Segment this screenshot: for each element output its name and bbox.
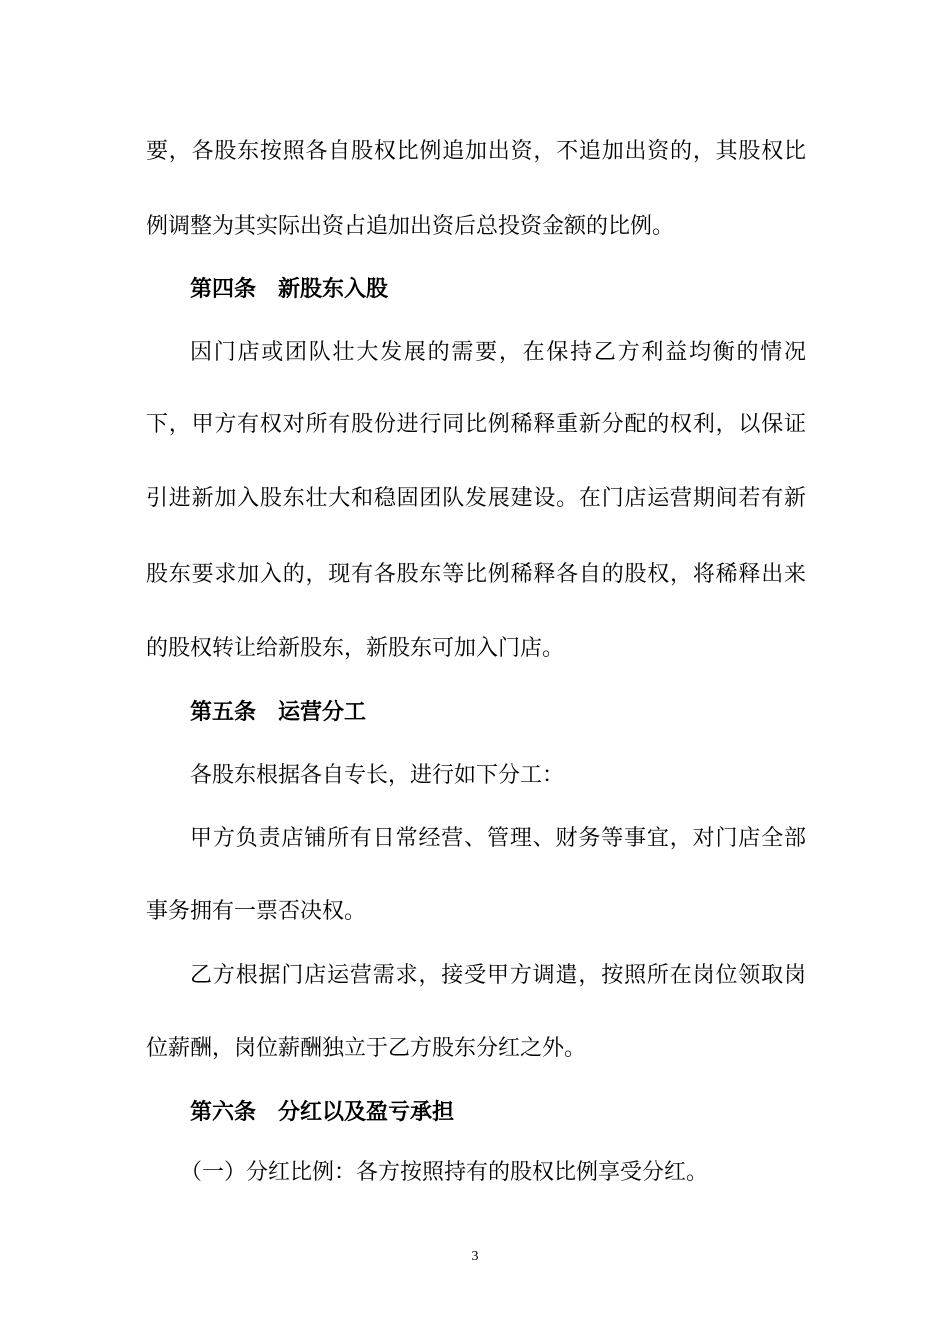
paragraph-line: 各股东根据各自专长，进行如下分工： bbox=[190, 763, 565, 788]
paragraph-line: 的股权转让给新股东，新股东可加入门店。 bbox=[146, 636, 565, 661]
article-heading bbox=[190, 274, 388, 304]
article-title: 新股东入股 bbox=[278, 276, 389, 302]
article-title: 分红以及盈亏承担 bbox=[278, 1099, 455, 1125]
paragraph-line: 股东要求加入的，现有各股东等比例稀释各自的股权，将稀释出来 bbox=[146, 562, 806, 587]
article-number: 第五条 bbox=[190, 699, 257, 725]
paragraph-line: 乙方根据门店运营需求，接受甲方调遣，按照所在岗位领取岗 bbox=[190, 963, 806, 988]
paragraph-line: 下，甲方有权对所有股份进行同比例稀释重新分配的权利，以保证 bbox=[146, 412, 806, 437]
paragraph-line: 位薪酬，岗位薪酬独立于乙方股东分红之外。 bbox=[146, 1036, 587, 1061]
paragraph-line: 要，各股东按照各自股权比例追加出资，不追加出资的，其股权比 bbox=[146, 139, 806, 164]
page-number: 3 bbox=[471, 1249, 479, 1264]
article-number: 第六条 bbox=[190, 1099, 257, 1125]
article-title: 运营分工 bbox=[278, 699, 367, 725]
paragraph-line: （一）分红比例：各方按照持有的股权比例享受分红。 bbox=[180, 1160, 709, 1185]
paragraph-line: 甲方负责店铺所有日常经营、管理、财务等事宜，对门店全部 bbox=[190, 826, 806, 851]
paragraph-line: 例调整为其实际出资占追加出资后总投资金额的比例。 bbox=[146, 214, 675, 239]
article-heading bbox=[190, 697, 366, 727]
paragraph-line: 事务拥有一票否决权。 bbox=[146, 899, 367, 924]
paragraph-line: 引进新加入股东壮大和稳固团队发展建设。在门店运营期间若有新 bbox=[146, 486, 806, 511]
article-heading bbox=[190, 1097, 454, 1127]
paragraph-line: 因门店或团队壮大发展的需要，在保持乙方利益均衡的情况 bbox=[190, 340, 806, 365]
article-number: 第四条 bbox=[190, 276, 257, 302]
